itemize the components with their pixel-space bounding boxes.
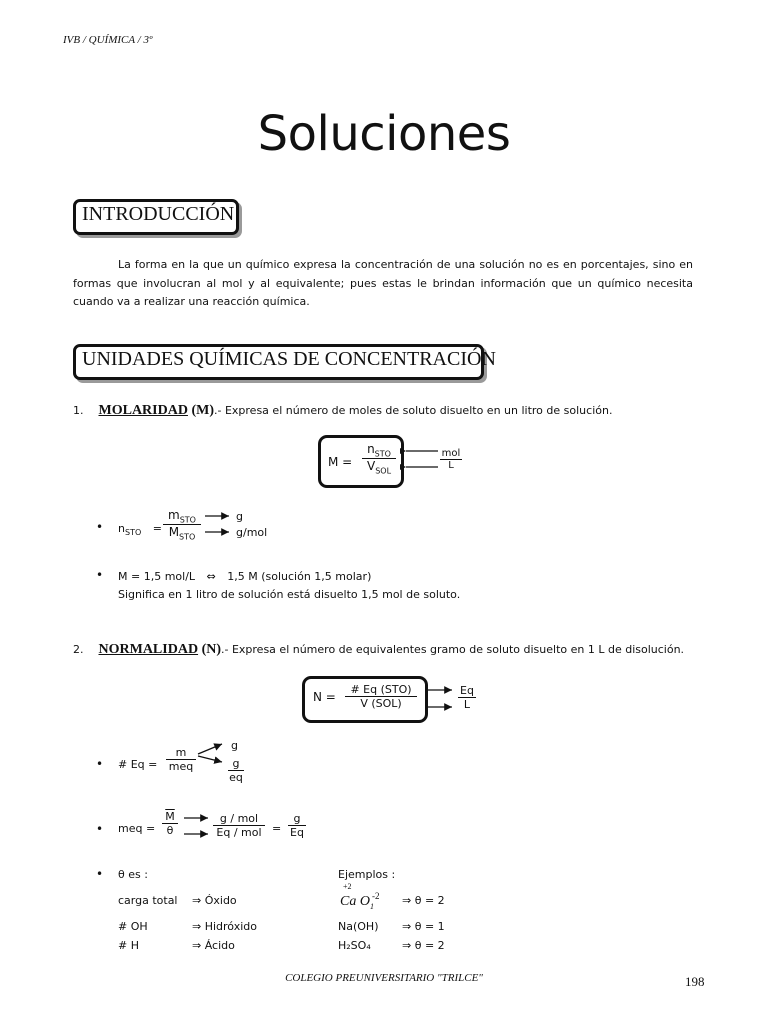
molaridad-numerator	[362, 442, 396, 458]
page-number: 198	[685, 974, 705, 989]
unit-g-mol: g/mol	[236, 526, 268, 539]
unit-den: L	[463, 698, 471, 711]
bullet-dot: •	[96, 867, 104, 881]
implies-icon: ⇒	[402, 894, 415, 907]
numerator	[163, 508, 201, 524]
normalidad-symbol: (N)	[201, 642, 221, 657]
normalidad-term: NORMALIDAD	[98, 642, 199, 657]
molaridad-denominator	[362, 459, 396, 475]
molaridad-unit	[440, 448, 462, 471]
bullet-dot: •	[96, 757, 104, 771]
normalidad-formula-lhs: N =	[313, 690, 336, 704]
molar-meaning: Significa en 1 litro de solución está disuelto 1,5 mol de soluto.	[118, 588, 461, 601]
bullet-nsto-lhs	[118, 522, 162, 537]
denominator: V (SOL)	[360, 697, 402, 710]
molaridad-fraction	[362, 442, 396, 476]
o-charge: -2	[372, 891, 380, 901]
bullet-dot: •	[96, 568, 104, 582]
molaridad-symbol: (M)	[191, 403, 214, 418]
unit-num: mol	[441, 448, 461, 459]
bullet-nsto-fraction	[163, 508, 201, 542]
normalidad-fraction	[345, 683, 417, 710]
running-header: IVB / QUÍMICA / 3º	[63, 34, 153, 46]
normalidad-definition: .- Expresa el número de equivalentes gramo de soluto disuelto en 1 L de disolución.	[221, 643, 685, 656]
equals: =	[152, 522, 162, 535]
intro-text: La forma en la que un químico expresa la concentración de una solución no es en porcentajes, sino en formas que involucran al mol y al equivalente; pues estas le brindan información que un químico necesita cuando va a realizar una reacción química.	[73, 258, 693, 308]
normalidad-unit	[458, 684, 476, 711]
ca-charge: +2	[343, 882, 352, 891]
item-number: 2.	[73, 643, 84, 656]
bullet-molar-example	[118, 570, 371, 583]
row-type	[192, 920, 257, 933]
molaridad-definition: .- Expresa el número de moles de soluto disuelto en un litro de solución.	[214, 404, 613, 417]
type-label: Ácido	[204, 939, 235, 952]
double-arrow-icon: ⇔	[206, 570, 216, 583]
row-type	[192, 939, 235, 952]
unit-den: L	[448, 460, 454, 471]
numerator: g	[293, 812, 301, 825]
denominator	[163, 525, 201, 541]
eq-unit-g: g	[231, 739, 238, 752]
den-sub: SOL	[375, 466, 392, 476]
item-number: 1.	[73, 404, 84, 417]
num-var: n	[367, 442, 375, 456]
meq-mid-fraction	[213, 812, 265, 839]
numerator: $\overline{M}$	[165, 810, 175, 823]
var: n	[118, 522, 125, 535]
sub: STO	[179, 532, 196, 542]
bullet-dot: •	[96, 520, 104, 534]
page-footer: COLEGIO PREUNIVERSITARIO "TRILCE"	[285, 972, 483, 984]
meq-equals: =	[272, 822, 282, 835]
intro-paragraph	[73, 256, 693, 312]
row-result	[402, 920, 445, 933]
eq-unit-g-eq	[228, 757, 244, 784]
row-example: H₂SO₄	[338, 939, 371, 952]
theta-label: θ es :	[118, 868, 148, 881]
row-criterion: # H	[118, 939, 139, 952]
implies-icon: ⇒	[192, 939, 205, 952]
implies-icon: ⇒	[402, 920, 415, 933]
type-label: Hidróxido	[204, 920, 257, 933]
result-value: θ = 2	[414, 939, 445, 952]
row-type	[192, 894, 237, 907]
numerator: # Eq (STO)	[350, 683, 412, 696]
result-value: θ = 2	[414, 894, 445, 907]
row-criterion: carga total	[118, 894, 178, 907]
unit-num: Eq	[460, 684, 474, 697]
den-var: V	[366, 459, 376, 474]
denominator: meq	[168, 760, 194, 773]
unit-den: eq	[229, 771, 243, 784]
eq-arrows	[196, 738, 228, 770]
normalidad-arrows	[426, 682, 458, 714]
numerator: m	[175, 746, 187, 759]
sub: STO	[179, 515, 196, 525]
row-result	[402, 939, 445, 952]
denominator: Eq	[290, 826, 304, 839]
row-example: Na(OH)	[338, 920, 379, 933]
meq-fraction	[162, 810, 178, 837]
meq-lhs: meq =	[118, 822, 156, 835]
row-result	[402, 894, 445, 907]
cao-formula	[340, 882, 380, 911]
molar-value: M = 1,5 mol/L	[118, 570, 196, 583]
type-label: Óxido	[204, 894, 237, 907]
var: m	[168, 508, 180, 522]
molaridad-arrows	[400, 444, 440, 474]
var: M	[168, 525, 180, 540]
normalidad-heading	[73, 642, 684, 658]
cao-text: Ca O	[340, 894, 370, 909]
unit-num: g	[232, 757, 240, 770]
denominator: θ	[166, 824, 174, 837]
page-title: Soluciones	[257, 106, 511, 162]
section-title-units: UNIDADES QUÍMICAS DE CONCENTRACIÓN	[82, 348, 496, 370]
result-value: θ = 1	[414, 920, 445, 933]
molar-equivalent: 1,5 M (solución 1,5 molar)	[227, 570, 372, 583]
section-title-intro: INTRODUCCIÓN	[82, 203, 235, 225]
denominator: Eq / mol	[216, 826, 262, 839]
eq-lhs: # Eq =	[118, 758, 158, 771]
sub: STO	[124, 528, 142, 538]
bullet-dot: •	[96, 822, 104, 836]
meq-result-fraction	[288, 812, 306, 839]
meq-arrows	[182, 810, 214, 842]
unit-g: g	[236, 510, 243, 523]
eq-fraction	[166, 746, 196, 773]
implies-icon: ⇒	[192, 920, 205, 933]
molaridad-heading	[73, 403, 612, 419]
implies-icon: ⇒	[192, 894, 205, 907]
numerator: g / mol	[219, 812, 259, 825]
molaridad-formula-lhs: M =	[328, 455, 353, 469]
implies-icon: ⇒	[402, 939, 415, 952]
molaridad-term: MOLARIDAD	[98, 403, 188, 418]
row-criterion: # OH	[118, 920, 148, 933]
examples-label: Ejemplos :	[338, 868, 396, 881]
bullet-nsto-arrows	[203, 508, 235, 540]
num-sub: STO	[374, 449, 391, 459]
o-subscript: 1	[369, 901, 374, 911]
